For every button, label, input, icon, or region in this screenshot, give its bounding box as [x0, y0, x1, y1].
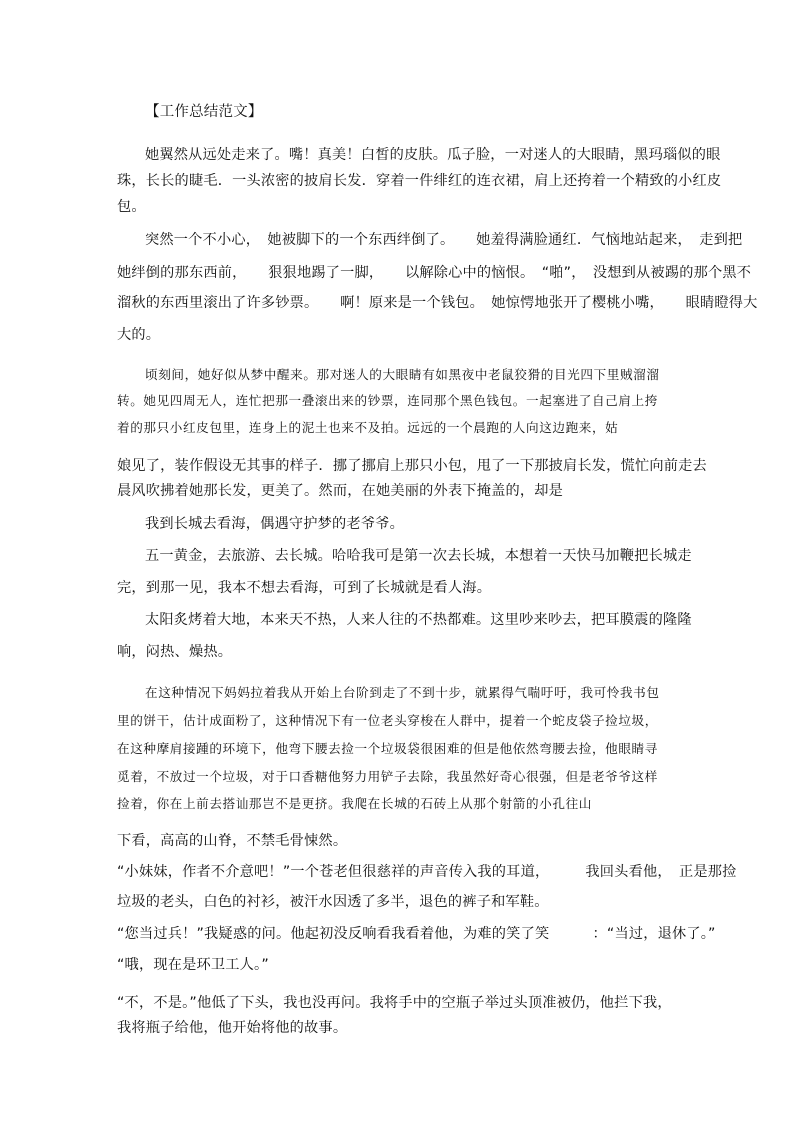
text-line: 里的饼干，估计成面粉了，这种情况下有一位老头穿梭在人群中，提着一个蛇皮袋子捡垃圾， — [117, 713, 658, 728]
text-line: 顷刻间，她好似从梦中醒来。那对迷人的大眼睛有如黑夜中老鼠狡猾的目光四下里贼溜溜 — [145, 367, 660, 382]
text-line: 觅着，不放过一个垃圾，对于口香糖他努力用铲子去除，我虽然好奇心很强，但是老爷爷这样 — [117, 769, 658, 784]
text-line: 她绊倒的那东西前， 狠狠地踢了一脚， 以解除心中的恼恨。 “啪”， 没想到从被踢的那个黑不 — [117, 265, 752, 281]
text-line: 响，闷热、燥热。 — [117, 644, 233, 660]
text-line: 珠，长长的睫毛．一头浓密的披肩长发．穿着一件绯红的连衣裙，肩上还挎着一个精致的小红皮 — [117, 173, 722, 189]
text-line: “哦，现在是环卫工人。” — [117, 957, 269, 973]
text-line: 晨风吹拂着她那长发，更美了。然而，在她美丽的外表下掩盖的，却是 — [117, 483, 564, 499]
text-line: 大的。 — [117, 327, 161, 343]
text-line: 转。她见四周无人，连忙把那一叠滚出来的钞票，连同那个黑色钱包。一起塞进了自己肩上挎 — [117, 393, 658, 408]
text-line: 我将瓶子给他，他开始将他的故事。 — [117, 1020, 348, 1036]
text-line: 包。 — [117, 199, 146, 215]
text-line: 在这种摩肩接踵的环境下，他弯下腰去捡一个垃圾袋很困难的但是他依然弯腰去捡，他眼睛寻 — [117, 741, 658, 756]
text-line: 我到长城去看海，偶遇守护梦的老爷爷。 — [145, 516, 404, 532]
text-line: 垃圾的老头，白色的衬衫，被汗水因透了多半，退色的裤子和军鞋。 — [117, 894, 549, 910]
text-line: 娘见了，装作假设无其事的样子．挪了挪肩上那只小包，甩了一下那披肩长发，慌忙向前走去 — [117, 458, 707, 474]
text-line: 着的那只小红皮包里，连身上的泥土也来不及拍。远远的一个晨跑的人向这边跑来，姑 — [117, 420, 619, 435]
text-line: 太阳炙烤着大地，本来天不热，人来人往的不热都难。这里吵来吵去，把耳膜震的隆隆 — [145, 612, 692, 628]
text-line: 在这种情况下妈妈拉着我从开始上台阶到走了不到十步，就累得气喘吁吁，我可怜我书包 — [145, 685, 660, 700]
text-line: 完，到那一见，我本不想去看海，可到了长城就是看人海。 — [117, 580, 492, 596]
text-line: 她翼然从远处走来了。嘴！真美！白皙的皮肤。瓜子脸，一对迷人的大眼睛，黑玛瑙似的眼 — [145, 147, 721, 163]
text-line: “小妹妹，作者不介意吧！”一个苍老但很慈祥的声音传入我的耳道， 我回头看他， 正是那捡 — [117, 864, 737, 880]
document-heading: 【工作总结范文】 — [145, 104, 263, 120]
text-line: “不，不是。”他低了下头，我也没再问。我将手中的空瓶子举过头顶准被仍，他拦下我， — [117, 995, 672, 1011]
text-line: 下看，高高的山脊，不禁毛骨悚然。 — [117, 833, 348, 849]
text-line: 五一黄金，去旅游、去长城。哈哈我可是第一次去长城，本想着一天快马加鞭把长城走 — [145, 548, 692, 564]
text-line: “您当过兵！”我疑惑的问。他起初没反响看我看着他，为难的笑了笑 ：“当过，退休了。” — [117, 926, 716, 942]
text-line: 突然一个不小心， 她被脚下的一个东西绊倒了。 她羞得满脸通红．气恼地站起来， 走到把 — [145, 232, 743, 248]
text-line: 捡着，你在上前去搭讪那岂不是更挤。我爬在长城的石砖上从那个射箭的小孔往山 — [117, 796, 592, 811]
text-line: 溜秋的东西里滚出了许多钞票。 啊！原来是一个钱包。 她惊愕地张开了樱桃小嘴， 眼睛瞪得大 — [117, 295, 758, 311]
